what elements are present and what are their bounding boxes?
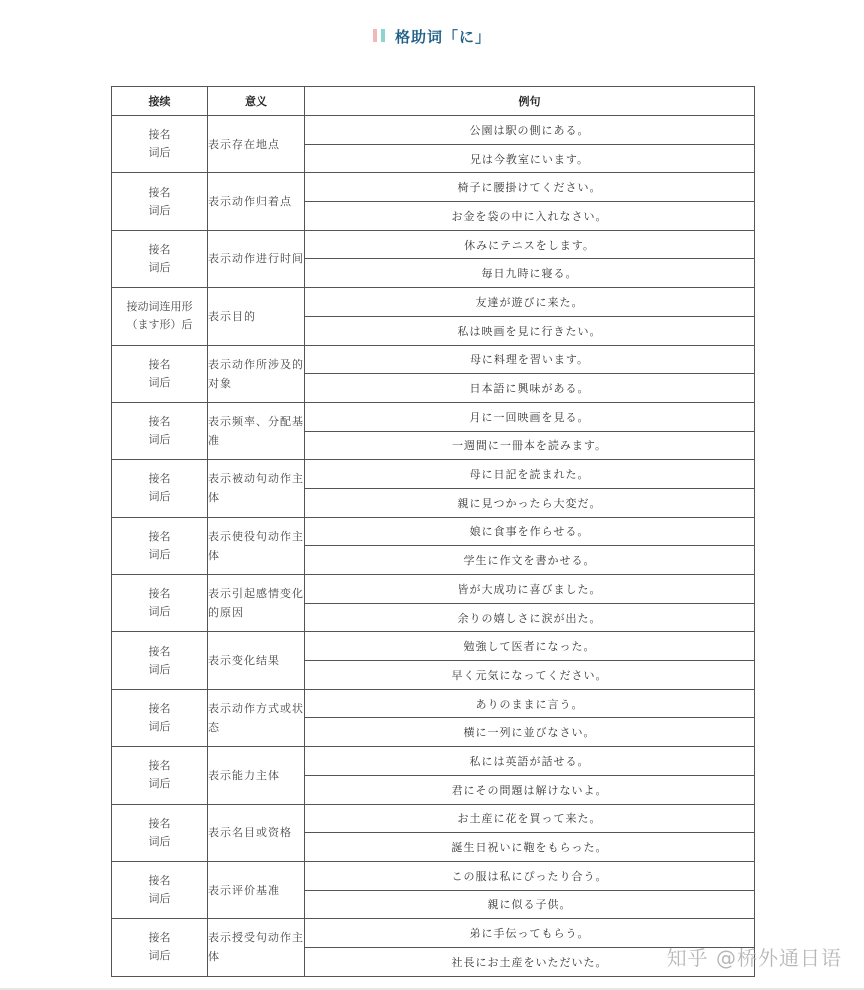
example-cell: 親に似る子供。 bbox=[305, 890, 755, 919]
table-row bbox=[112, 689, 755, 718]
meaning-cell: 表示名目或资格 bbox=[208, 804, 305, 861]
table-row bbox=[112, 460, 755, 489]
meaning-cell: 表示动作方式或状态 bbox=[208, 689, 305, 746]
header-meaning: 意义 bbox=[208, 87, 305, 116]
connection-text: （ます形）后 bbox=[126, 318, 193, 332]
meaning-cell: 表示被动句动作主体 bbox=[208, 460, 305, 517]
meaning-cell: 表示评价基准 bbox=[208, 861, 305, 918]
connection-cell bbox=[112, 402, 208, 459]
example-cell: ありのままに言う。 bbox=[305, 689, 755, 718]
connection-text: 接名 bbox=[148, 874, 171, 888]
connection-text: 词后 bbox=[148, 260, 171, 274]
example-cell: 社長にお土産をいただいた。 bbox=[305, 947, 755, 976]
connection-cell bbox=[112, 861, 208, 918]
example-cell: 早く元気になってください。 bbox=[305, 661, 755, 690]
example-cell: 母に料理を習います。 bbox=[305, 345, 755, 374]
connection-text: 接名 bbox=[148, 242, 171, 256]
connection-cell bbox=[112, 804, 208, 861]
example-cell: 娘に食事を作らせる。 bbox=[305, 517, 755, 546]
connection-text: 接名 bbox=[148, 931, 171, 945]
grammar-table bbox=[111, 86, 755, 977]
connection-cell bbox=[112, 919, 208, 976]
table-row bbox=[112, 230, 755, 259]
meaning-cell: 表示频率、分配基准 bbox=[208, 402, 305, 459]
example-cell: 月に一回映画を見る。 bbox=[305, 402, 755, 431]
table-row bbox=[112, 861, 755, 890]
page-title bbox=[0, 26, 864, 50]
connection-cell bbox=[112, 460, 208, 517]
meaning-cell: 表示目的 bbox=[208, 288, 305, 345]
connection-text: 词后 bbox=[148, 892, 171, 906]
connection-text: 接名 bbox=[148, 472, 171, 486]
example-cell: 君にその問題は解けないよ。 bbox=[305, 775, 755, 804]
table-row bbox=[112, 402, 755, 431]
connection-cell bbox=[112, 116, 208, 173]
table-row bbox=[112, 747, 755, 776]
connection-text: 词后 bbox=[148, 777, 171, 791]
connection-text: 接名 bbox=[148, 415, 171, 429]
connection-cell bbox=[112, 517, 208, 574]
example-cell: 勉強して医者になった。 bbox=[305, 632, 755, 661]
connection-text: 接名 bbox=[148, 587, 171, 601]
example-cell: 公園は駅の側にある。 bbox=[305, 116, 755, 145]
meaning-cell: 表示动作所涉及的对象 bbox=[208, 345, 305, 402]
connection-text: 词后 bbox=[148, 605, 171, 619]
connection-text: 接名 bbox=[148, 759, 171, 773]
connection-text: 接名 bbox=[148, 816, 171, 830]
connection-cell bbox=[112, 345, 208, 402]
connection-cell bbox=[112, 288, 208, 345]
example-cell: 椅子に腰掛けてください。 bbox=[305, 173, 755, 202]
example-cell: 私は映画を見に行きたい。 bbox=[305, 316, 755, 345]
example-cell: この服は私にぴったり合う。 bbox=[305, 861, 755, 890]
connection-text: 词后 bbox=[148, 834, 171, 848]
example-cell: 余りの嬉しさに涙が出た。 bbox=[305, 603, 755, 632]
page-title-text: 格助词「に」 bbox=[394, 28, 491, 46]
example-cell: 私には英語が話せる。 bbox=[305, 747, 755, 776]
table-row bbox=[112, 288, 755, 317]
meaning-cell: 表示引起感情变化的原因 bbox=[208, 575, 305, 632]
table-row bbox=[112, 173, 755, 202]
header-connection: 接续 bbox=[112, 87, 208, 116]
meaning-cell: 表示授受句动作主体 bbox=[208, 919, 305, 976]
example-cell: 一週間に一冊本を読みます。 bbox=[305, 431, 755, 460]
connection-text: 接名 bbox=[148, 128, 171, 142]
table-row bbox=[112, 919, 755, 948]
connection-text: 词后 bbox=[148, 433, 171, 447]
table-row bbox=[112, 804, 755, 833]
meaning-cell: 表示能力主体 bbox=[208, 747, 305, 804]
example-cell: 学生に作文を書かせる。 bbox=[305, 546, 755, 575]
example-cell: お金を袋の中に入れなさい。 bbox=[305, 202, 755, 231]
connection-text: 词后 bbox=[148, 203, 171, 217]
connection-text: 词后 bbox=[148, 662, 171, 676]
table-row bbox=[112, 575, 755, 604]
connection-text: 接动词连用形 bbox=[126, 300, 193, 314]
connection-cell bbox=[112, 173, 208, 230]
meaning-cell: 表示存在地点 bbox=[208, 116, 305, 173]
example-cell: 兄は今教室にいます。 bbox=[305, 144, 755, 173]
meaning-cell: 表示变化结果 bbox=[208, 632, 305, 689]
connection-cell bbox=[112, 747, 208, 804]
connection-text: 词后 bbox=[148, 146, 171, 160]
connection-cell bbox=[112, 689, 208, 746]
header-example: 例句 bbox=[305, 87, 755, 116]
connection-text: 词后 bbox=[148, 375, 171, 389]
connection-cell bbox=[112, 632, 208, 689]
connection-text: 词后 bbox=[148, 719, 171, 733]
example-cell: 皆が大成功に喜びました。 bbox=[305, 575, 755, 604]
example-cell: 弟に手伝ってもらう。 bbox=[305, 919, 755, 948]
table-header-row bbox=[112, 87, 755, 116]
connection-text: 词后 bbox=[148, 490, 171, 504]
connection-text: 接名 bbox=[148, 529, 171, 543]
connection-text: 接名 bbox=[148, 701, 171, 715]
example-cell: 毎日九時に寝る。 bbox=[305, 259, 755, 288]
example-cell: 日本語に興味がある。 bbox=[305, 374, 755, 403]
example-cell: 母に日記を読まれた。 bbox=[305, 460, 755, 489]
meaning-cell: 表示使役句动作主体 bbox=[208, 517, 305, 574]
title-decoration-icon bbox=[373, 28, 385, 46]
table-row bbox=[112, 116, 755, 145]
example-cell: 横に一列に並びなさい。 bbox=[305, 718, 755, 747]
example-cell: お土産に花を買って来た。 bbox=[305, 804, 755, 833]
example-cell: 親に見つかったら大変だ。 bbox=[305, 488, 755, 517]
connection-cell bbox=[112, 230, 208, 287]
watermark: 知乎 @桥外通日语 bbox=[666, 946, 842, 970]
connection-text: 接名 bbox=[148, 644, 171, 658]
connection-text: 词后 bbox=[148, 949, 171, 963]
table-row bbox=[112, 517, 755, 546]
table-row bbox=[112, 345, 755, 374]
example-cell: 休みにテニスをします。 bbox=[305, 230, 755, 259]
table-row bbox=[112, 632, 755, 661]
connection-text: 接名 bbox=[148, 357, 171, 371]
meaning-cell: 表示动作进行时间 bbox=[208, 230, 305, 287]
meaning-cell: 表示动作归着点 bbox=[208, 173, 305, 230]
connection-text: 接名 bbox=[148, 185, 171, 199]
connection-text: 词后 bbox=[148, 547, 171, 561]
connection-cell bbox=[112, 575, 208, 632]
example-cell: 誕生日祝いに鞄をもらった。 bbox=[305, 833, 755, 862]
example-cell: 友達が遊びに来た。 bbox=[305, 288, 755, 317]
